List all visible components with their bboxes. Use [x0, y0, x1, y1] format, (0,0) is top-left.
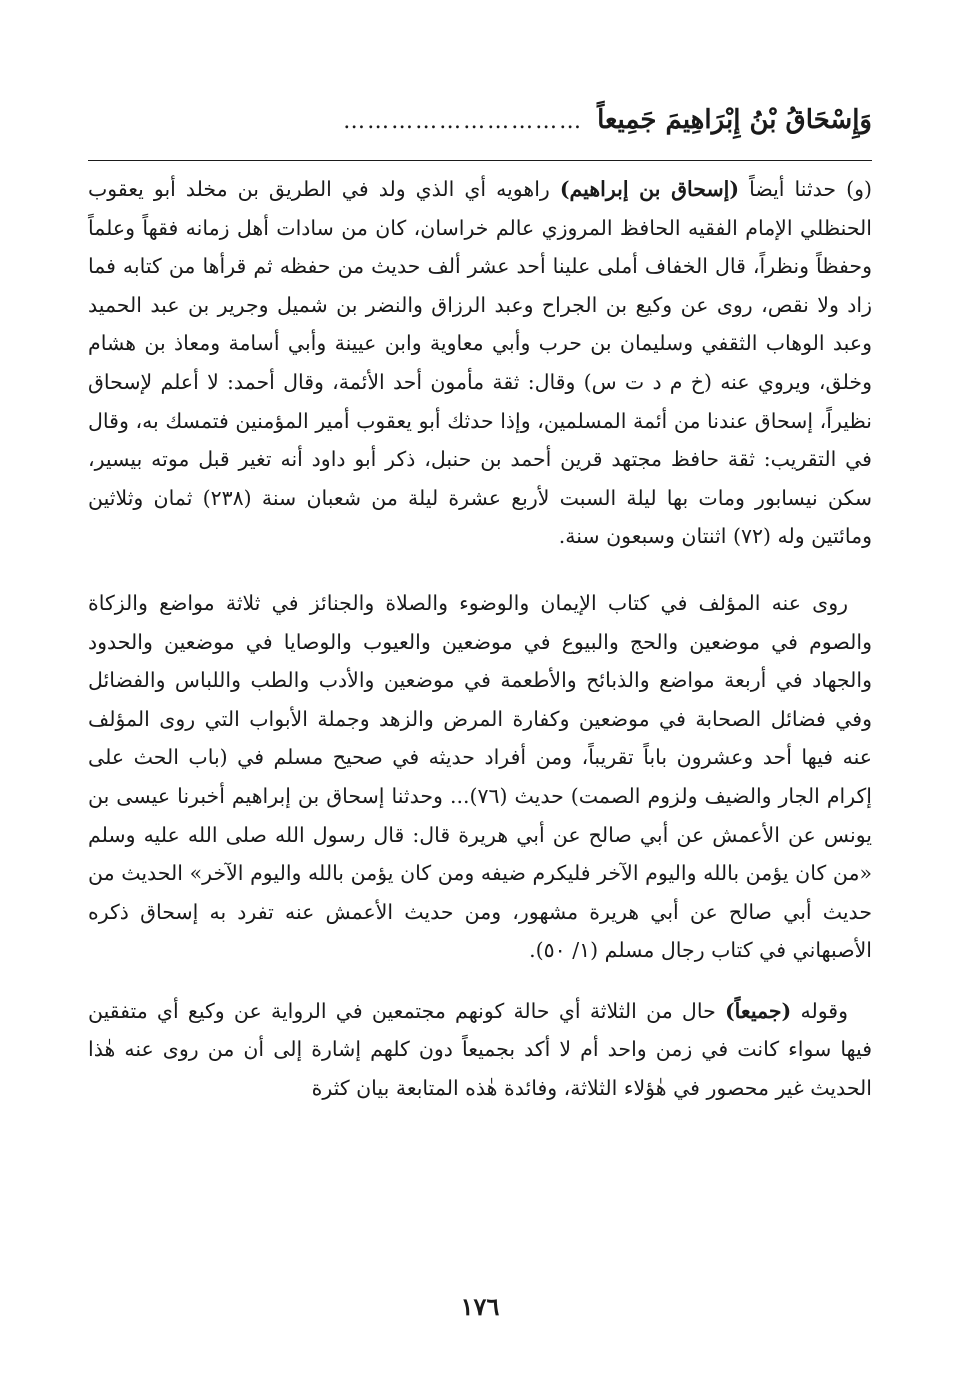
running-header-dots: ………………………… [343, 109, 584, 134]
bold-term: (جميعاً) [724, 998, 792, 1023]
running-header-title: وَإِسْحَاقُ بْنُ إِبْرَاهِيمَ جَمِيعاً [597, 105, 872, 135]
running-header [88, 100, 872, 142]
paragraph-lead: (و) حدثنا أيضاً [739, 177, 872, 201]
header-divider [88, 160, 872, 161]
commentary-body [88, 170, 872, 1108]
paragraph-narrations: روى عنه المؤلف في كتاب الإيمان والوضوء والصلاة والجنائز في ثلاثة مواضع والزكاة والصوم في موضعين والحج والبيوع في موضعين والعيوب والوصايا في موضعين والحدود والجهاد في أربعة مواضع والذبائح والأطعمة في موضعين والأدب والطب واللباس والفضائل وفي فضائل الصحابة في موضعين وكفارة المرض والزهد وجملة الأبواب التي روى المؤلف عنه فيها أحد وعشرون باباً تقريباً، ومن أفراد حديثه في صحيح مسلم في (باب الحث على إكرام الجار والضيف ولزوم الصمت) حديث (٧٦)... وحدثنا إسحاق بن إبراهيم أخبرنا عيسى بن يونس عن الأعمش عن أبي صالح عن أبي هريرة قال: قال رسول الله صلى الله عليه وسلم «من كان يؤمن بالله واليوم الآخر فليكرم ضيفه ومن كان يؤمن بالله واليوم الآخر» الحديث من حديث أبي صالح عن أبي هريرة مشهور، ومن حديث الأعمش عنه تفرد به إسحاق ذكره الأصبهاني في كتاب رجال مسلم (١/ ٥٠). [88, 590, 872, 963]
bold-name: (إسحاق بن إبراهيم) [559, 177, 740, 201]
paragraph-jamian [88, 992, 872, 1108]
paragraph-narrator-bio [88, 170, 872, 556]
paragraph-rest: راهويه أي الذي ولد في الطريق بن مخلد أبو يعقوب الحنظلي الإمام الفقيه الحافظ المروزي عالم خراسان، كان من سادات أهل زمانه فقهاً وعلماً وحفظاً ونظراً، قال الخفاف أملى علينا أحد عشر ألف حديث من حفظه ثم قرأها من كتابه فما زاد ولا نقص، روى عن وكيع بن الجراح وعبد الرزاق والنضر بن شميل وجرير بن عبد الحميد وعبد الوهاب الثقفي وسليمان بن حرب وأبي معاوية وابن عيينة وأبي أسامة ومعاذ بن هشام وخلق، ويروي عنه (خ م د ت س) وقال: ثقة مأمون أحد الأئمة، وقال أحمد: لا أعلم لإسحاق نظيراً، إسحاق عندنا من أئمة المسلمين، وإذا حدثك أبو يعقوب أمير المؤمنين فتمسك به، وقال في التقريب: ثقة حافظ مجتهد قرين أحمد بن حنبل، ذكر أبو داود أنه تغير قبل موته بيسير، سكن نيسابور ومات بها ليلة السبت لأربع عشرة ليلة من شعبان سنة (٢٣٨) ثمان وثلاثين ومائتين وله (٧٢) اثنتان وسبعون سنة. [88, 177, 872, 549]
paragraph-lead: وقوله [791, 998, 848, 1023]
paragraph-rest: حال من الثلاثة أي حالة كونهم مجتمعين في الرواية عن وكيع أي متفقين فيها سواء كانت في زمن واحد أم لا أكد بجميعاً دون كلهم إشارة إلى أن من روى عنه هٰذا الحديث غير محصور في هٰؤلاء الثلاثة، وفائدة هٰذه المتابعة بيان كثرة [88, 998, 872, 1101]
page-number: ١٧٦ [460, 1292, 500, 1321]
book-page [88, 0, 872, 1379]
